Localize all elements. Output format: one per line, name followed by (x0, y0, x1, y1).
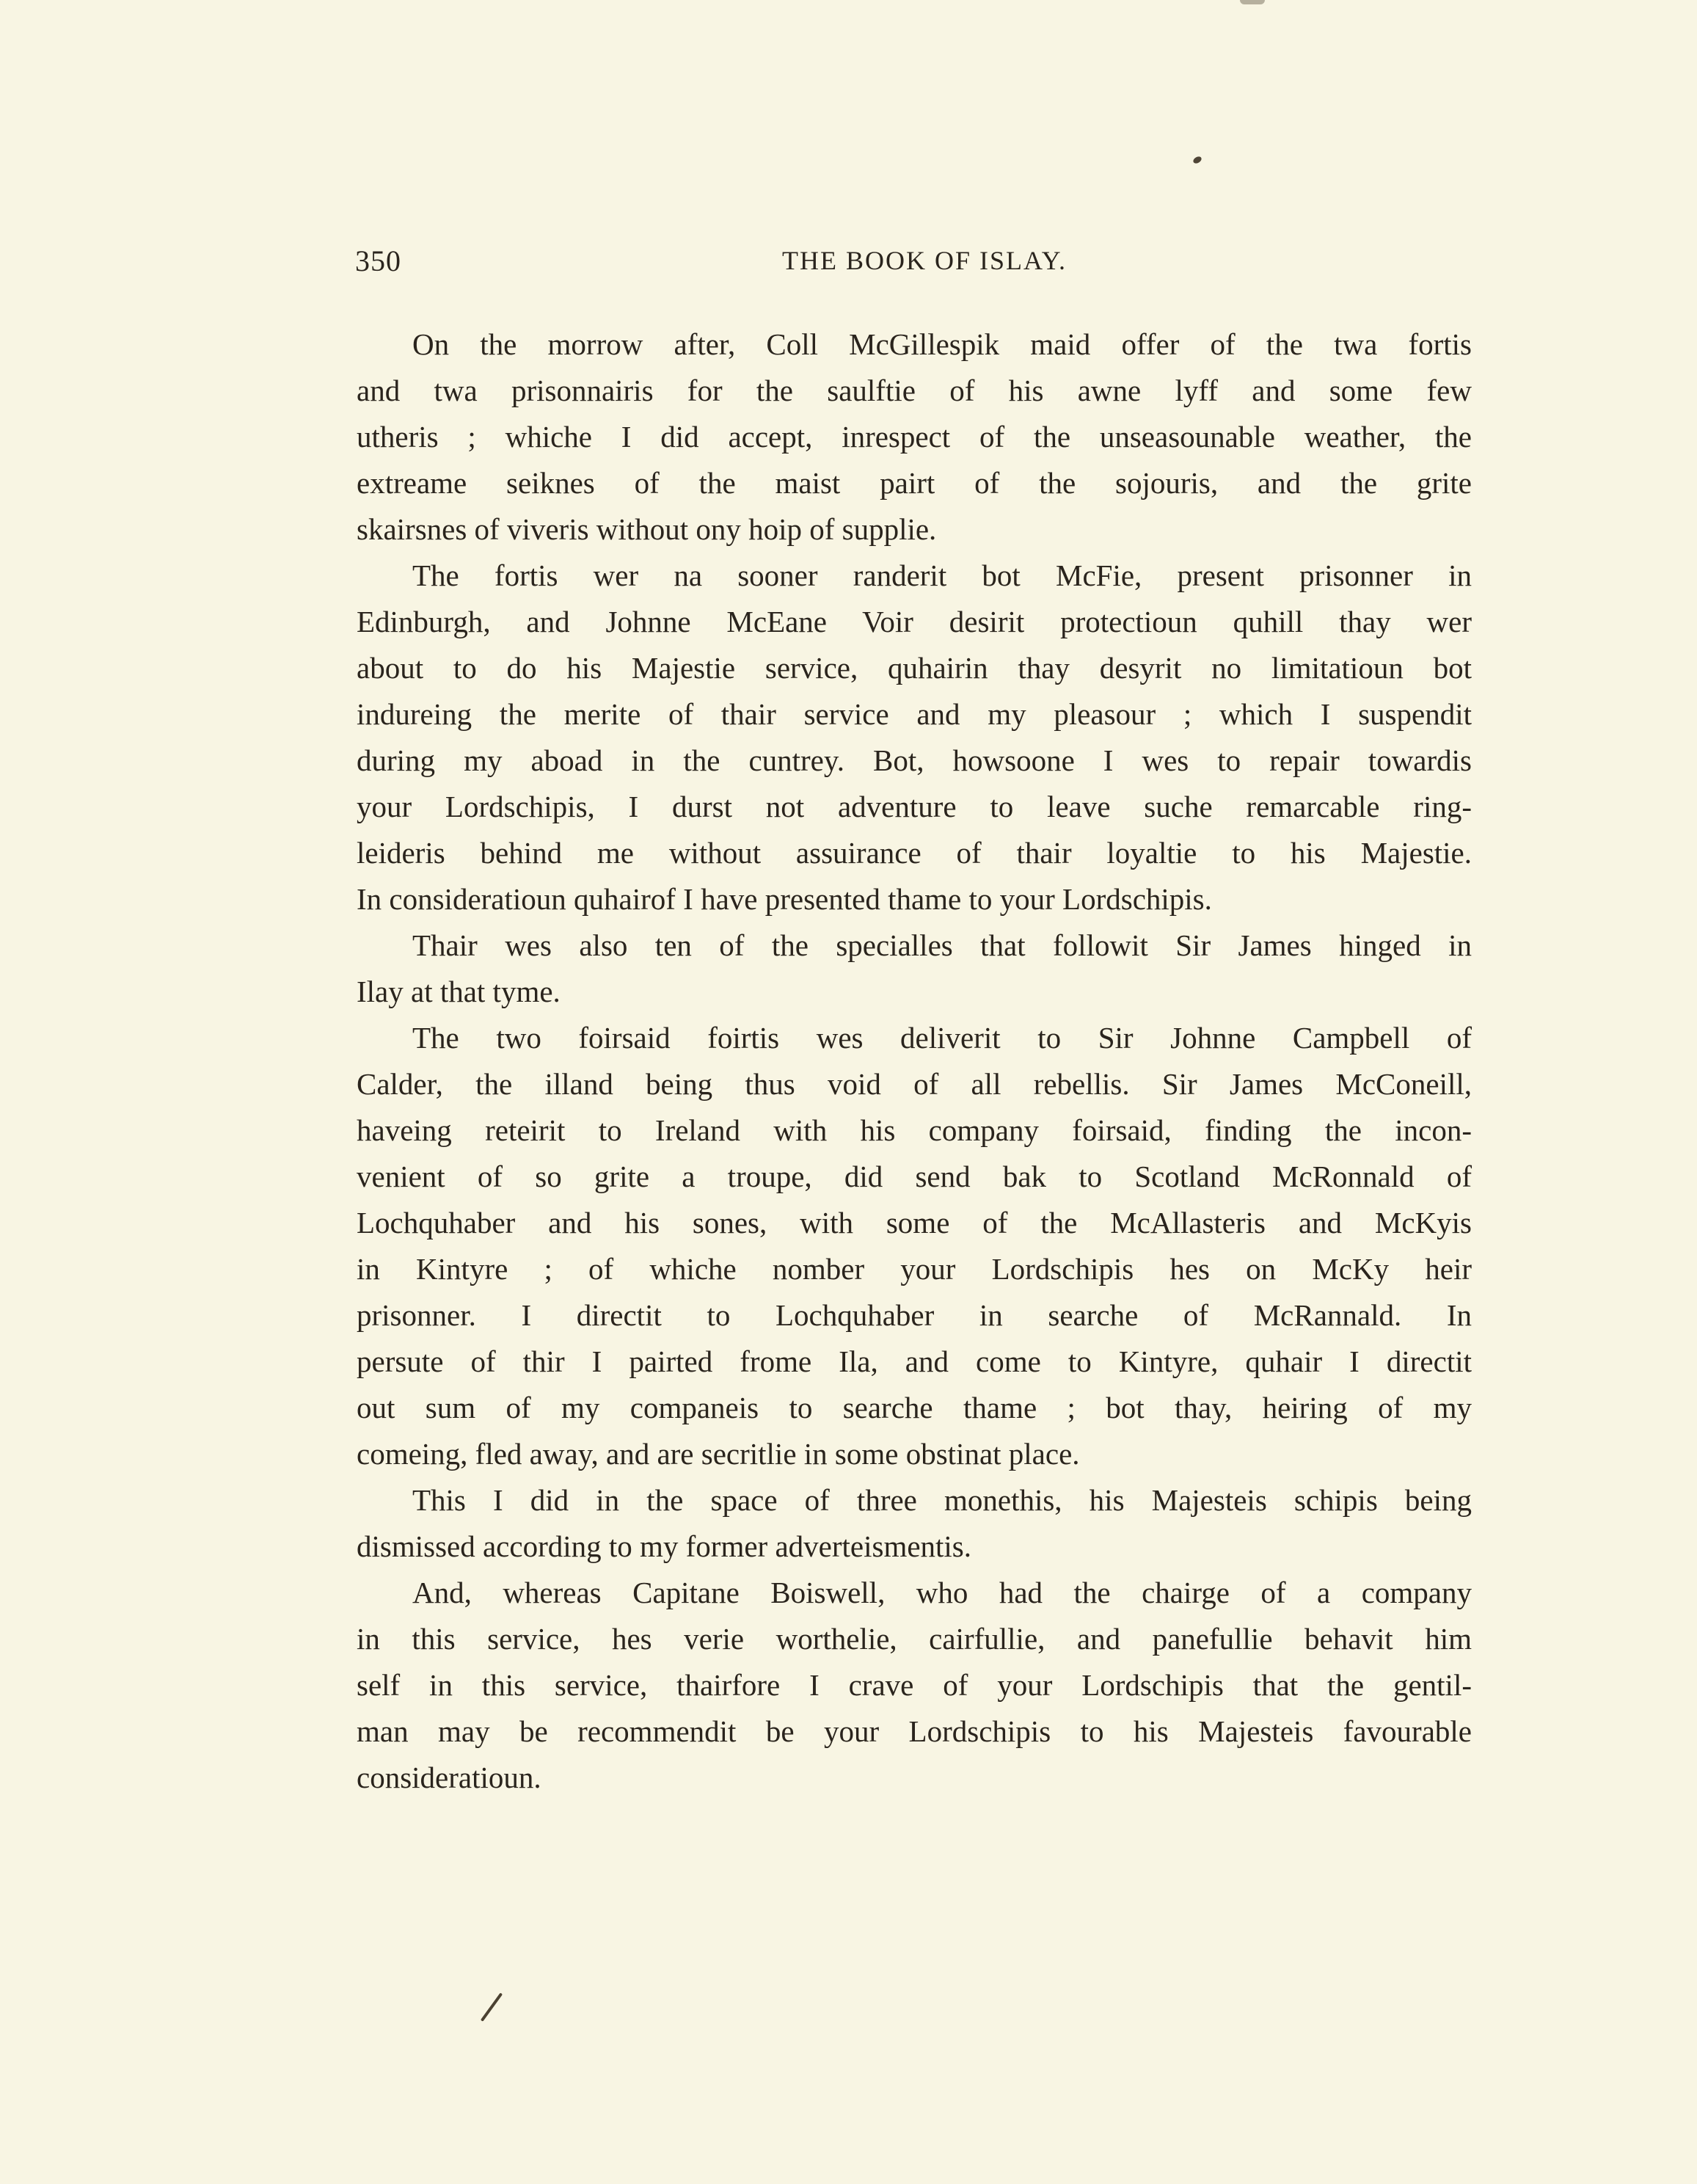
text-line-17: Calder, the illand being thus void of all rebellis. Sir James McConeill, (357, 1067, 1472, 1101)
text-line-32: consideratioun. (357, 1761, 541, 1794)
text-line-28: And, whereas Capitane Boiswell, who had the chairge of a company (412, 1576, 1472, 1609)
text-line-7: Edinburgh, and Johnne McEane Voir desirit protectioun quhill thay wer (357, 605, 1472, 638)
text-line-15: Ilay at that tyme. (357, 975, 561, 1008)
text-line-30: self in this service, thairfore I crave of your Lordschipis that the gentil- (357, 1668, 1472, 1702)
text-line-19: venient of so grite a troupe, did send bak to Scotland McRonnald of (357, 1160, 1472, 1193)
page-number: 350 (355, 244, 401, 277)
text-line-24: out sum of my companeis to searche thame ; bot thay, heiring of my (357, 1391, 1472, 1424)
text-line-31: man may be recommendit be your Lordschipis to his Majesteis favourable (357, 1714, 1472, 1748)
text-line-26: This I did in the space of three monethis, his Majesteis schipis being (412, 1483, 1472, 1517)
text-line-22: prisonner. I directit to Lochquhaber in searche of McRannald. In (357, 1298, 1472, 1332)
text-line-10: during my aboad in the cuntrey. Bot, howsoone I wes to repair towardis (357, 743, 1472, 777)
text-line-12: leideris behind me without assuirance of thair loyaltie to his Majestie. (357, 836, 1472, 870)
print-speck-mark (1192, 156, 1203, 165)
text-line-3: utheris ; whiche I did accept, inrespect of the unseasounable weather, the (357, 420, 1472, 454)
text-line-11: your Lordschipis, I durst not adventure to leave suche remarcable ring- (357, 790, 1472, 823)
text-line-20: Lochquhaber and his sones, with some of the McAllasteris and McKyis (357, 1206, 1472, 1240)
body-text (357, 321, 1472, 1801)
text-line-13: In consideratioun quhairof I have presented thame to your Lordschipis. (357, 882, 1212, 916)
text-line-5: skairsnes of viveris without ony hoip of supplie. (357, 512, 937, 546)
text-line-18: haveing reteirit to Ireland with his company foirsaid, finding the incon- (357, 1113, 1472, 1147)
text-line-1: On the morrow after, Coll McGillespik maid offer of the twa fortis (412, 327, 1472, 361)
text-line-14: Thair wes also ten of the specialles that followit Sir James hinged in (412, 928, 1472, 962)
text-line-25: comeing, fled away, and are secritlie in some obstinat place. (357, 1437, 1080, 1471)
print-speck-top (1240, 0, 1265, 4)
text-line-9: indureing the merite of thair service and my pleasour ; which I suspendit (357, 697, 1472, 731)
text-line-23: persute of thir I pairted frome Ila, and come to Kintyre, quhair I directit (357, 1344, 1472, 1378)
text-line-21: in Kintyre ; of whiche nomber your Lordschipis hes on McKy heir (357, 1252, 1472, 1286)
book-title: THE BOOK OF ISLAY. (781, 246, 1068, 275)
text-line-29: in this service, hes verie worthelie, cairfullie, and panefullie behavit him (357, 1622, 1472, 1656)
text-line-2: and twa prisonnairis for the saulftie of his awne lyff and some few (357, 374, 1472, 407)
text-line-4: extreame seiknes of the maist pairt of the sojouris, and the grite (357, 466, 1472, 500)
print-speck-stroke (481, 1992, 503, 2022)
running-head (355, 244, 1470, 288)
text-line-27: dismissed according to my former adverteismentis. (357, 1529, 972, 1563)
text-line-6: The fortis wer na sooner randerit bot McFie, present prisonner in (412, 558, 1472, 592)
text-line-16: The two foirsaid foirtis wes deliverit to Sir Johnne Campbell of (412, 1021, 1472, 1055)
text-line-8: about to do his Majestie service, quhairin thay desyrit no limitatioun bot (357, 651, 1472, 685)
